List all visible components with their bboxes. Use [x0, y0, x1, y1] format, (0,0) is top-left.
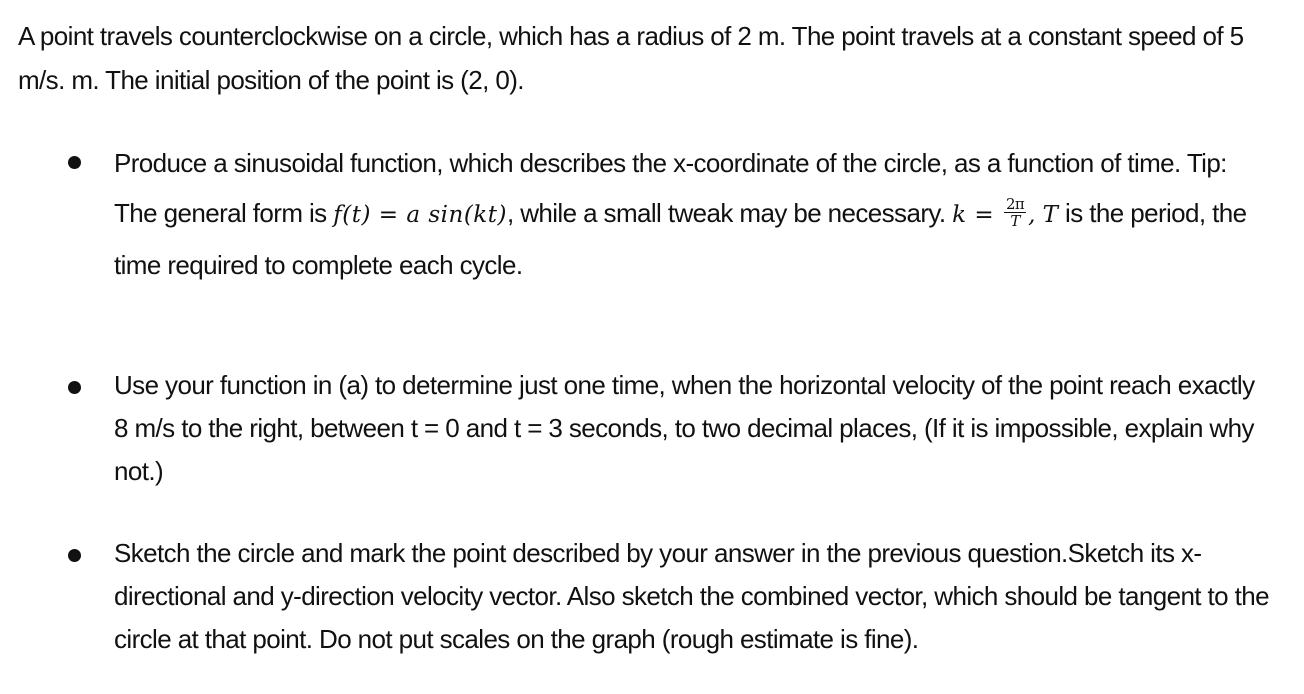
- question-a-text-end: is the period, the time required to complete each cycle.: [114, 198, 1247, 280]
- formula-f-of-t: f(t) = a sin(kt): [333, 202, 507, 228]
- formula-k: k =: [952, 202, 1002, 228]
- fraction-two-pi-over-t: [1004, 196, 1026, 229]
- problem-intro: A point travels counterclockwise on a circle, which has a radius of 2 m. The point travels at a constant speed of 5 m/s. m. The initial position of the point is (2, 0).: [18, 21, 1244, 95]
- question-c-text: Sketch the circle and mark the point described by your answer in the previous question.Sketch its x-directional and y-direction velocity vector. Also sketch the combined vector, which should be tangent to the circle at that point. Do not put scales on the graph (rough estimate is fine).: [114, 538, 1270, 654]
- fraction-numerator: 2π: [1005, 194, 1025, 213]
- question-a-text-middle: , while a small tweak may be necessary.: [506, 198, 953, 228]
- bullet-point: [68, 156, 81, 169]
- formula-t: T: [1042, 202, 1059, 228]
- bullet-point: [68, 549, 81, 562]
- question-b-text: Use your function in (a) to determine just one time, when the horizontal velocity of the point reach exactly 8 m/s to the right, between t = 0 and t = 3 seconds, to two decimal places, (If it is impossible, explain why not.): [114, 370, 1255, 486]
- bullet-point: [68, 381, 81, 394]
- fraction-denominator: T: [1010, 211, 1020, 230]
- question-a-text: [114, 138, 1274, 290]
- question-a-text-start: Produce a sinusoidal function, which describes the x-coordinate of the circle, as a function of time. Tip: The general form is: [114, 148, 1227, 228]
- formula-comma: ,: [1028, 202, 1036, 228]
